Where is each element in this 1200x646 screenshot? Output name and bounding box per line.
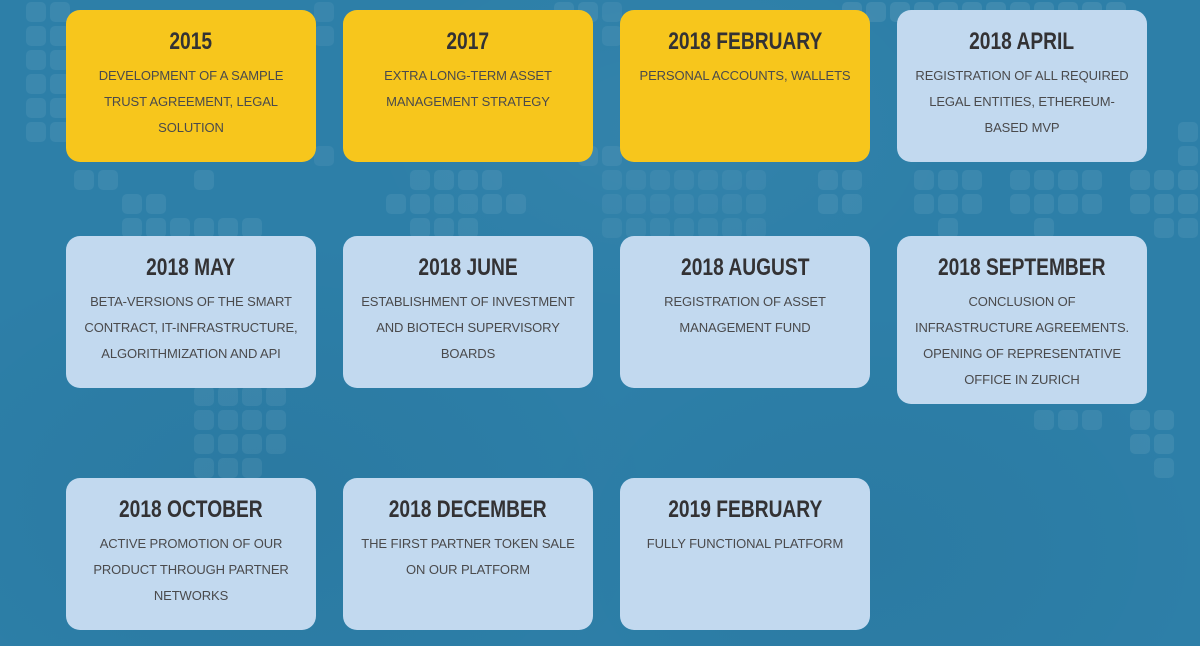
milestone-card [897, 236, 1147, 404]
map-dot-tile [1154, 170, 1174, 190]
milestone-description: CONCLUSION OF INFRASTRUCTURE AGREEMENTS. OPENING OF REPRESENTATIVE OFFICE IN ZURICH [914, 294, 1130, 387]
milestone-date: 2018 OCTOBER [119, 496, 263, 523]
map-dot-tile [26, 122, 46, 142]
map-dot-tile [1178, 194, 1198, 214]
milestone-card [66, 236, 316, 388]
milestone-card [66, 478, 316, 630]
milestone-description: THE FIRST PARTNER TOKEN SALE ON OUR PLATFORM [361, 536, 575, 577]
milestone-card [66, 10, 316, 162]
milestone-description: EXTRA LONG-TERM ASSET MANAGEMENT STRATEGY [384, 68, 552, 109]
milestone-description: REGISTRATION OF ASSET MANAGEMENT FUND [664, 294, 826, 335]
milestone-card [343, 10, 593, 162]
map-dot-tile [1178, 146, 1198, 166]
milestone-card [343, 236, 593, 388]
milestone-description: PERSONAL ACCOUNTS, WALLETS [639, 68, 851, 83]
map-dot-tile [1178, 218, 1198, 238]
map-dot-tile [26, 26, 46, 46]
milestone-date: 2018 DECEMBER [389, 496, 547, 523]
milestone-card [620, 10, 870, 162]
milestone-description: ESTABLISHMENT OF INVESTMENT AND BIOTECH SUPERVISORY BOARDS [361, 294, 575, 361]
milestone-date: 2019 FEBRUARY [667, 496, 822, 523]
milestone-date: 2017 [446, 28, 490, 55]
milestone-date: 2018 SEPTEMBER [938, 254, 1106, 281]
map-dot-tile [26, 98, 46, 118]
map-dot-tile [1178, 170, 1198, 190]
milestone-card [620, 478, 870, 630]
roadmap-grid [66, 10, 1147, 630]
map-dot-tile [26, 50, 46, 70]
map-dot-tile [1154, 458, 1174, 478]
milestone-description: DEVELOPMENT OF A SAMPLE TRUST AGREEMENT, LEGAL SOLUTION [98, 68, 284, 135]
milestone-description: ACTIVE PROMOTION OF OUR PRODUCT THROUGH PARTNER NETWORKS [93, 536, 289, 603]
milestone-description: REGISTRATION OF ALL REQUIRED LEGAL ENTITIES, ETHEREUM-BASED MVP [915, 68, 1129, 135]
milestone-description: FULLY FUNCTIONAL PLATFORM [646, 536, 844, 551]
milestone-date: 2015 [169, 28, 213, 55]
map-dot-tile [1154, 410, 1174, 430]
map-dot-tile [26, 2, 46, 22]
milestone-date: 2018 FEBRUARY [667, 28, 822, 55]
milestone-date: 2018 JUNE [418, 254, 518, 281]
map-dot-tile [1154, 434, 1174, 454]
milestone-date: 2018 AUGUST [680, 254, 810, 281]
milestone-card [343, 478, 593, 630]
map-dot-tile [1178, 122, 1198, 142]
milestone-card [620, 236, 870, 388]
milestone-description: BETA-VERSIONS OF THE SMART CONTRACT, IT-INFRASTRUCTURE, ALGORITHMIZATION AND API [84, 294, 298, 361]
milestone-card [897, 10, 1147, 162]
milestone-date: 2018 MAY [146, 254, 236, 281]
map-dot-tile [1154, 218, 1174, 238]
map-dot-tile [1154, 194, 1174, 214]
milestone-date: 2018 APRIL [969, 28, 1075, 55]
map-dot-tile [26, 74, 46, 94]
